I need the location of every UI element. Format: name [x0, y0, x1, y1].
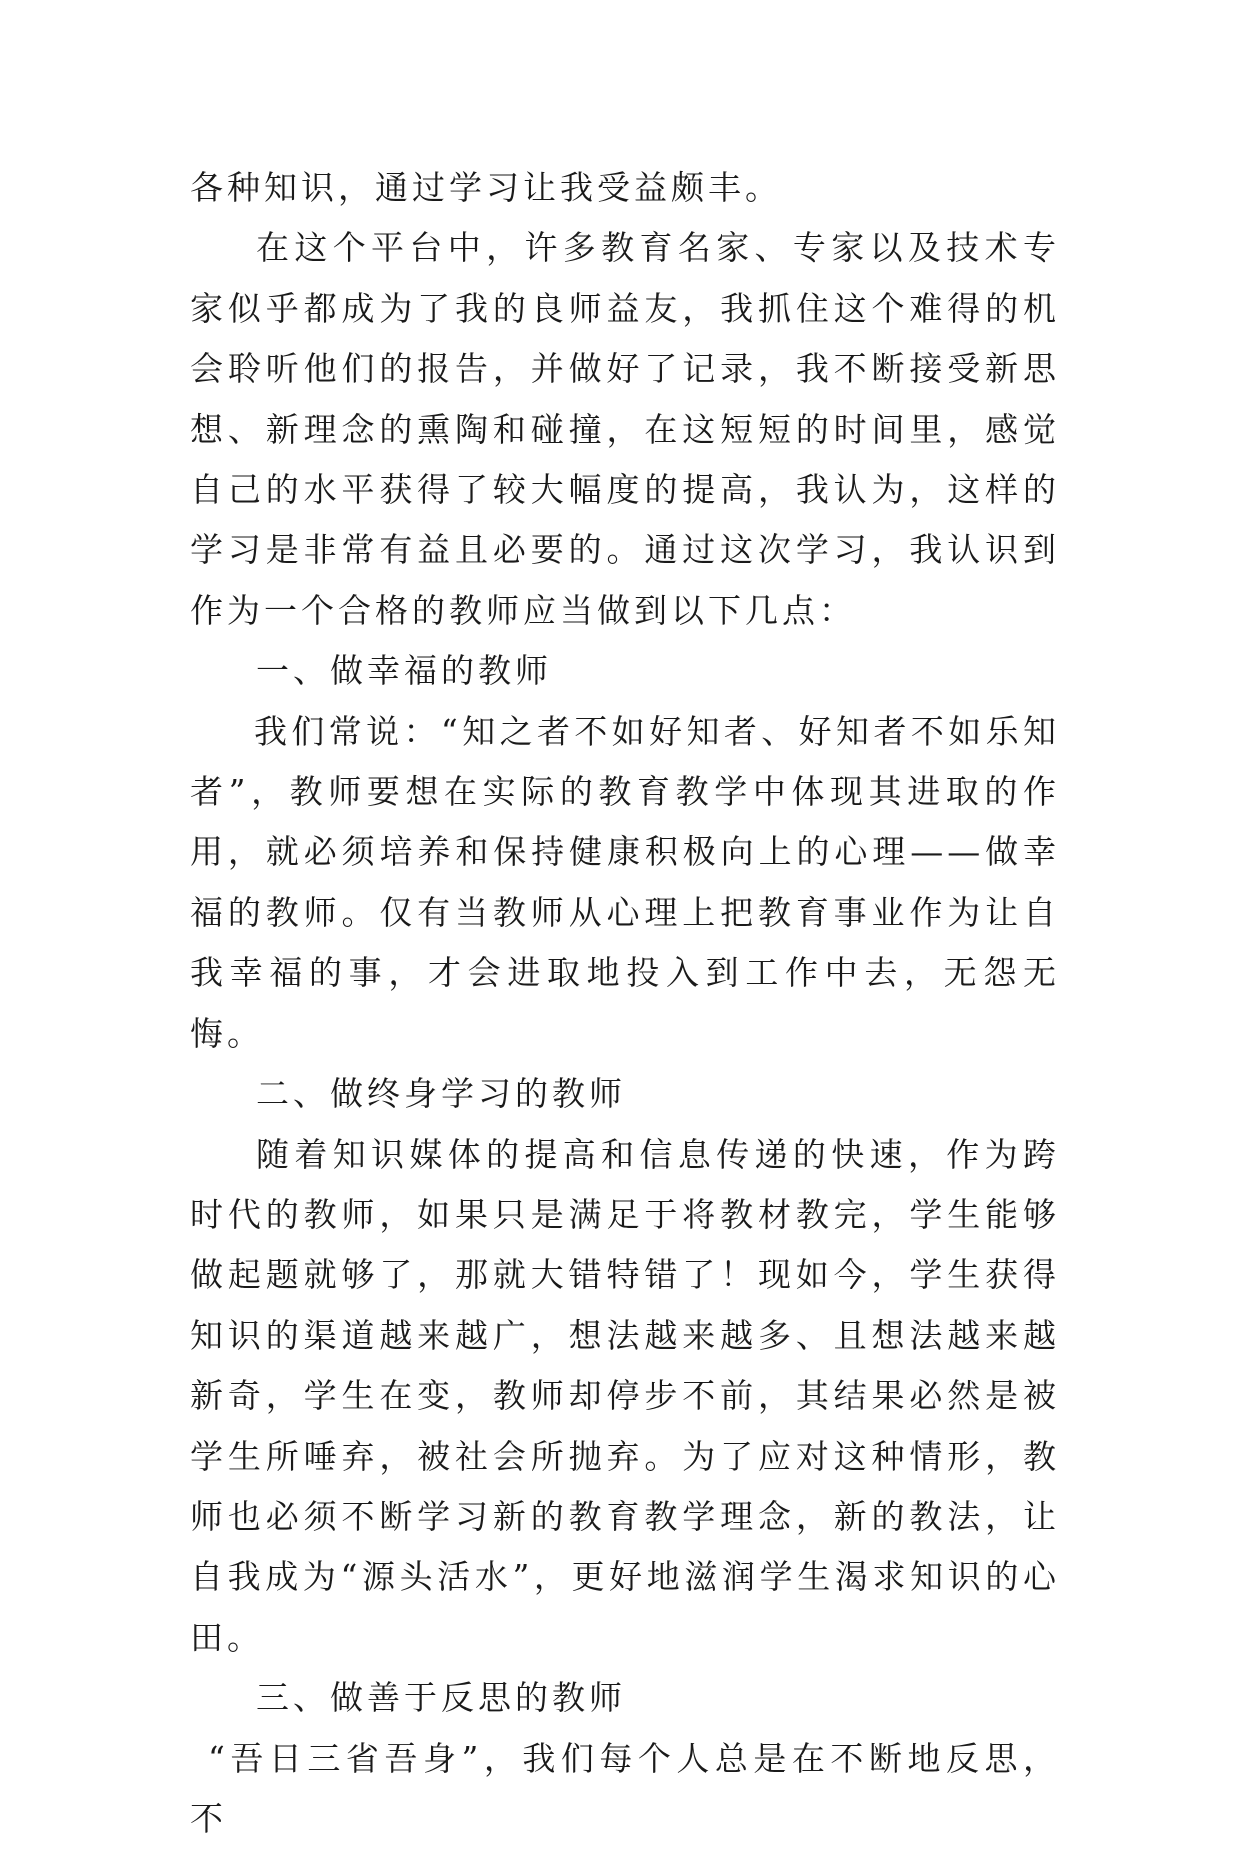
paragraph-platform-learning: 在这个平台中，许多教育名家、专家以及技术专家似乎都成为了我的良师益友，我抓住这个难得的机会聆听他们的报告，并做好了记录，我不断接受新思想、新理念的熏陶和碰撞，在这短短的时间里，感觉自己的水平获得了较大幅度的提高，我认为，这样的学习是非常有益且必要的。通过这次学习，我认识到作为一个合格的教师应当做到以下几点： [190, 228, 1060, 630]
section-heading-3: 三、做善于反思的教师 [256, 1678, 626, 1718]
document-body [190, 158, 1060, 1849]
paragraph-lifelong-learning: 随着知识媒体的提高和信息传递的快速，作为跨时代的教师，如果只是满足于将教材教完，学生能够做起题就够了，那就大错特错了！现如今，学生获得知识的渠道越来越广，想法越来越多、且想法越来越新奇，学生在变，教师却停步不前，其结果必然是被学生所唾弃，被社会所抛弃。为了应对这种情形，教师也必须不断学习新的教育教学理念，新的教法，让自我成为“源头活水”，更好地滋润学生渴求知识的心田。 [190, 1134, 1060, 1657]
paragraph-reflection: “吾日三省吾身”，我们每个人总是在不断地反思，不 [190, 1738, 1060, 1838]
section-heading-2: 二、做终身学习的教师 [256, 1074, 626, 1114]
paragraph-continuation: 各种知识，通过学习让我受益颇丰。 [190, 168, 782, 207]
paragraph-happy-teacher: 我们常说：“知之者不如好知者、好知者不如乐知者”，教师要想在实际的教育教学中体现其进取的作用，就必须培养和保持健康积极向上的心理——做幸福的教师。仅有当教师从心理上把教育事业作为让自我幸福的事，才会进取地投入到工作中去，无怨无悔。 [190, 711, 1060, 1053]
section-heading-1: 一、做幸福的教师 [256, 651, 552, 691]
